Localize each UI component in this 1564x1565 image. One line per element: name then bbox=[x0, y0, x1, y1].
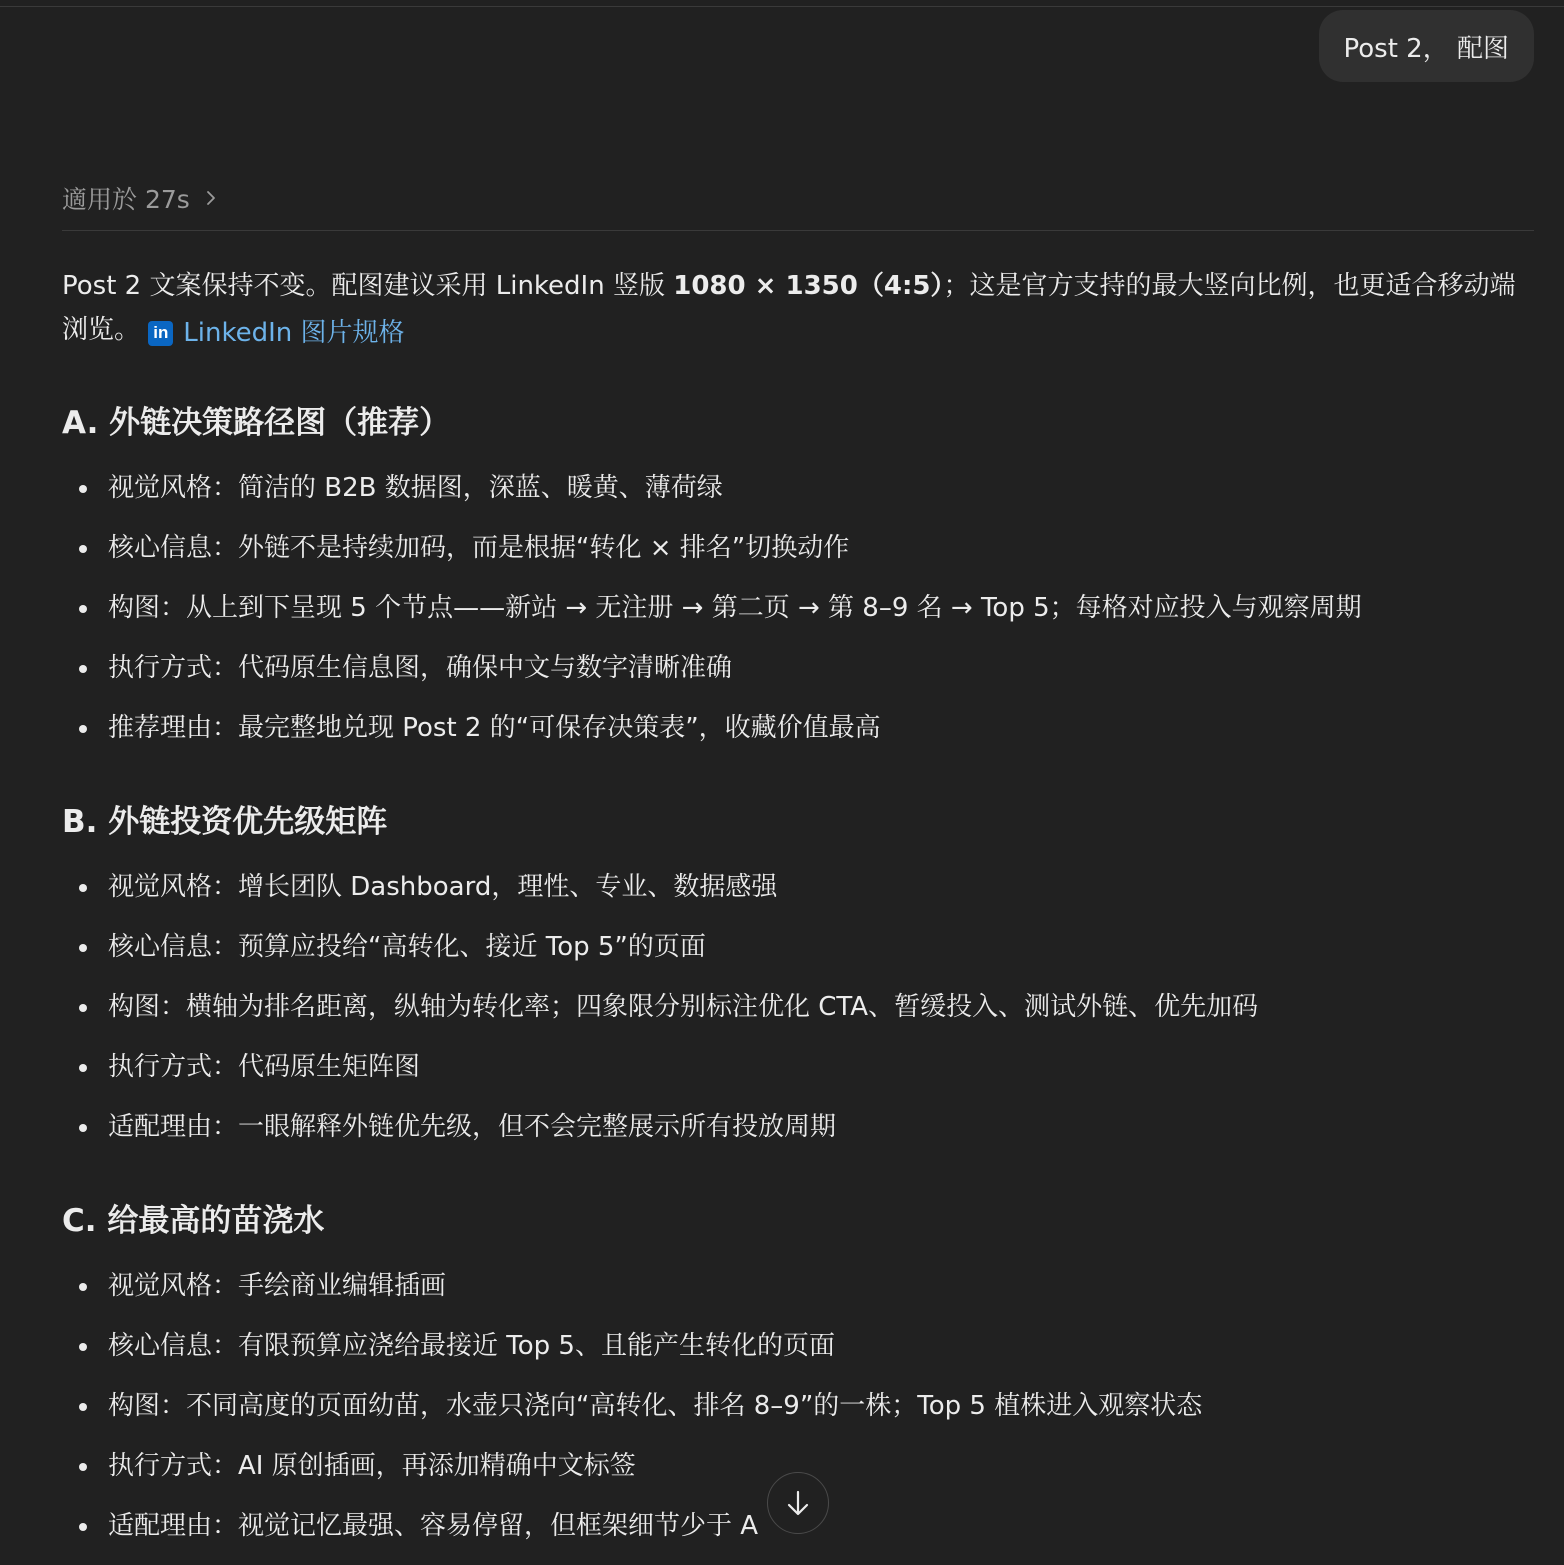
linkedin-icon: in bbox=[148, 321, 173, 346]
arrow-down-icon bbox=[783, 1488, 813, 1518]
intro-text-after: ；这是官方支持的最大竖向比例，也更适合移动端浏览。 bbox=[62, 271, 1516, 345]
scroll-to-bottom-button[interactable] bbox=[767, 1472, 829, 1534]
citation-label: LinkedIn 图片规格 bbox=[183, 318, 405, 348]
top-divider bbox=[0, 6, 1564, 7]
chevron-right-icon bbox=[202, 189, 220, 207]
section-list bbox=[62, 866, 1534, 1166]
list-item: 视觉风格：手绘商业编辑插画 bbox=[62, 1265, 1534, 1325]
list-item: 推荐理由：最完整地兑现 Post 2 的“可保存决策表”，收藏价值最高 bbox=[62, 707, 1534, 767]
section-title: C. 给最高的苗浇水 bbox=[62, 1203, 325, 1239]
list-item: 构图：不同高度的页面幼苗，水壶只浇向“高转化、排名 8–9”的一株；Top 5 植株进入观察状态 bbox=[62, 1385, 1534, 1445]
section-list bbox=[62, 467, 1534, 767]
list-item: 适配理由：一眼解释外链优先级，但不会完整展示所有投放周期 bbox=[62, 1106, 1534, 1166]
list-item: 核心信息：预算应投给“高转化、接近 Top 5”的页面 bbox=[62, 926, 1534, 986]
citation-link[interactable] bbox=[148, 311, 404, 355]
user-message-text: Post 2， 配图 bbox=[1343, 33, 1509, 64]
list-item: 执行方式：代码原生矩阵图 bbox=[62, 1046, 1534, 1106]
user-message-bubble bbox=[1319, 10, 1534, 82]
list-item: 核心信息：外链不是持续加码，而是根据“转化 × 排名”切换动作 bbox=[62, 527, 1534, 587]
list-item: 执行方式：代码原生信息图，确保中文与数字清晰准确 bbox=[62, 647, 1534, 707]
intro-text-before: Post 2 文案保持不变。配图建议采用 LinkedIn 竖版 bbox=[62, 271, 674, 301]
list-item: 构图：从上到下呈现 5 个节点——新站 → 无注册 → 第二页 → 第 8–9 名 → Top 5；每格对应投入与观察周期 bbox=[62, 587, 1534, 647]
list-item: 视觉风格：增长团队 Dashboard，理性、专业、数据感强 bbox=[62, 866, 1534, 926]
list-item: 执行方式：AI 原创插画，再添加精确中文标签 bbox=[62, 1445, 1534, 1505]
intro-bold-ratio: 1080 × 1350（4:5） bbox=[673, 271, 944, 301]
intro-paragraph bbox=[62, 264, 1534, 355]
thought-divider bbox=[62, 230, 1534, 231]
list-item: 适配理由：视觉记忆最强、容易停留，但框架细节少于 A bbox=[62, 1505, 1534, 1565]
list-item: 构图：横轴为排名距离，纵轴为转化率；四象限分别标注优化 CTA、暂缓投入、测试外链、优先加码 bbox=[62, 986, 1534, 1046]
section-title: A. 外链决策路径图（推荐） bbox=[62, 405, 451, 441]
section-title: B. 外链投资优先级矩阵 bbox=[62, 804, 388, 840]
thought-duration-label: 適用於 27s bbox=[62, 185, 190, 214]
list-item: 视觉风格：简洁的 B2B 数据图，深蓝、暖黄、薄荷绿 bbox=[62, 467, 1534, 527]
list-item: 核心信息：有限预算应浇给最接近 Top 5、且能产生转化的页面 bbox=[62, 1325, 1534, 1385]
thought-duration-toggle[interactable] bbox=[62, 180, 220, 216]
assistant-response bbox=[62, 264, 1534, 1565]
